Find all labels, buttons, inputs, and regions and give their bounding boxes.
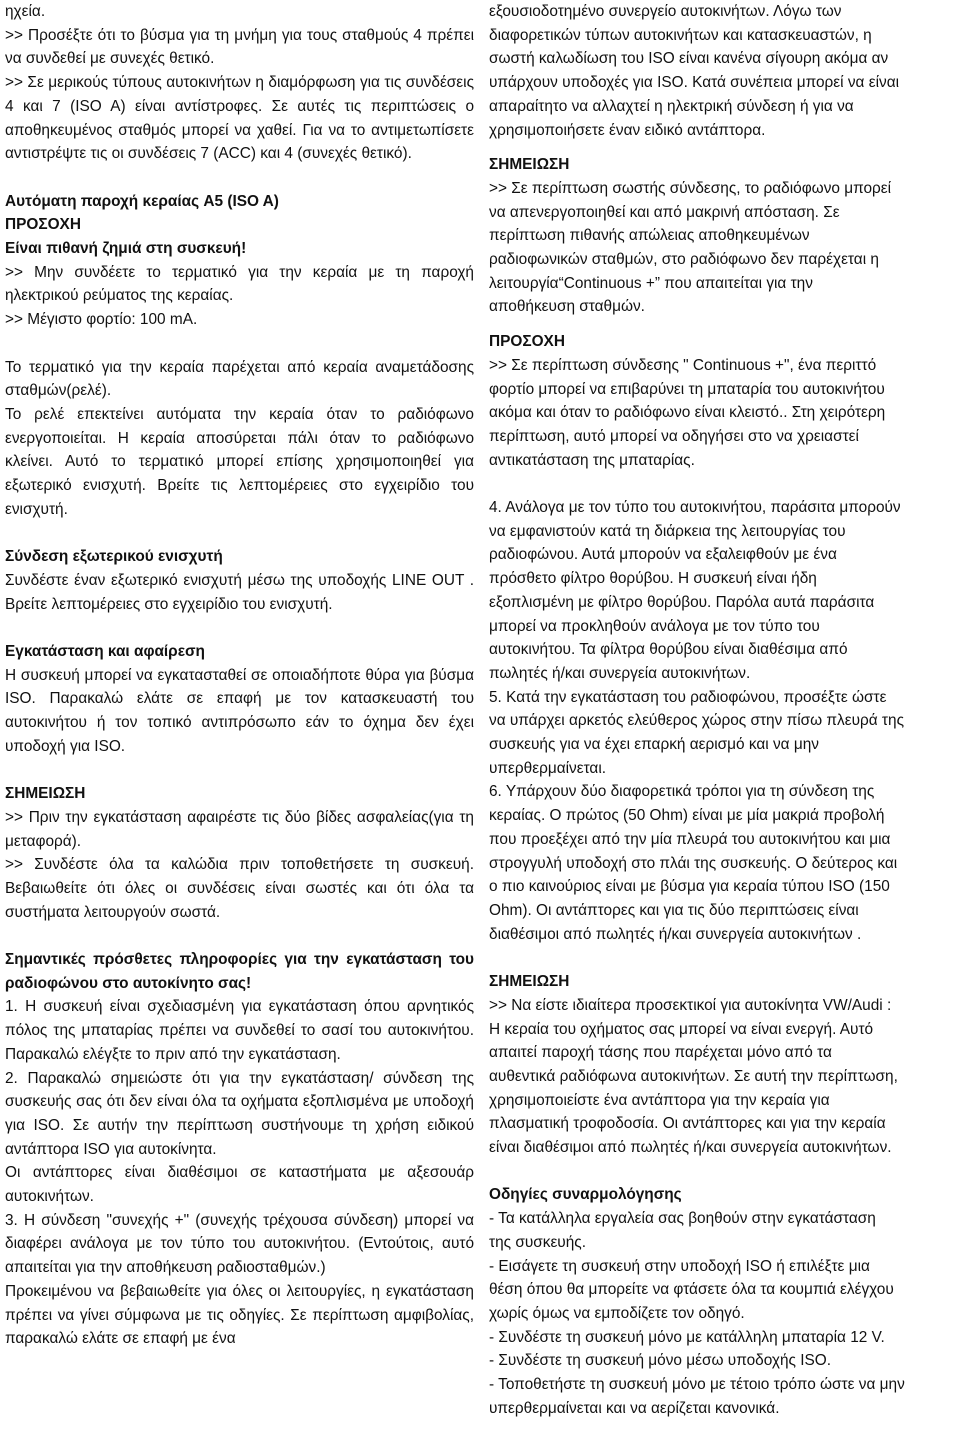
amplifier-text: Συνδέστε έναν εξωτερικό ενισχυτή μέσω της υποδοχής LINE OUT . Βρείτε λεπτομέρειες στο εγχειρίδιο του ενισχυτή. (5, 571, 474, 613)
note-continuous-text: >> Σε περίπτωση σωστής σύνδεσης, το ραδιόφωνο μπορεί να απενεργοποιηθεί και από μακρινή απόσταση. Σε περίπτωση πιθανής απώλειας αποθηκευμένων ραδιοφωνικών σταθμών, στο ραδιόφωνο δεν παρέχεται η λειτουργία“Continuous +” που απαιτείται για την αποθήκευση σταθμών. (489, 179, 892, 316)
left-continuation-text: ηχεία. (5, 3, 46, 20)
antenna-terminal-text: Το τερματικό για την κεραία παρέχεται από κεραία αναμετάδοσης σταθμών(ρελέ). (5, 358, 474, 400)
instructions-compliance-text: Προκειμένου να βεβαιωθείτε για όλες οι λειτουργίες, η εγκατάσταση πρέπει να γίνει σύμφωνα με τις οδηγίες. Σε περίπτωση αμφιβολίας, παρακαλώ ελάτε σε επαφή με ένα (5, 1282, 474, 1348)
installation-text: Η συσκευή μπορεί να εγκατασταθεί σε οποιαδήποτε θύρα για βύσμα ISO. Παρακαλώ ελάτε σε επαφή με τον κατασκευαστή του αυτοκινήτου ή τον τοπικό αντιπρόσωπο εάν το όχημα δεν έχει υποδοχή για ISO. (5, 666, 474, 755)
antenna-damage-warning: Είναι πιθανή ζημιά στη συσκευή! (5, 240, 247, 258)
antenna-max-load: >> Μέγιστο φορτίο: 100 mA. (5, 311, 198, 329)
caution-battery-text: >> Σε περίπτωση σύνδεσης " Continuous +", ένα περιττό φορτίο μπορεί να επιβαρύνει τη μπαταρία του αυτοκινήτου ακόμα και όταν το ραδιόφωνο είναι κλειστό.. Στη χειρότερη περίπτωση, αυτό μπορεί να οδηγήσει στο να χρειαστεί αντικατάσταση της μπαταρίας. (489, 356, 886, 469)
memory-plug-note: >> Προσέξτε ότι το βύσμα για τη μνήμη για τους σταθμούς 4 πρέπει να συνδεθεί με συνεχές θετικό. (5, 26, 474, 68)
left-column (5, 0, 474, 1351)
important-item-2: 2. Παρακαλώ σημειώστε ότι για την εγκατάσταση/ σύνδεση της συσκευής σας ότι δεν είναι όλα τα οχήματα εξοπλισμένα με υποδοχή για ISO. Σε αυτήν την περίπτωση συστήνουμε τη χρήση ειδικού αντάπτορα ISO για αυτοκίνητα. (5, 1069, 474, 1158)
note-cables-text: >> Συνδέστε όλα τα καλώδια πριν τοποθετήσετε τη συσκευή. Βεβαιωθείτε ότι όλες οι συνδέσεις είναι σωστές και ότι όλα τα συστήματα λειτουργούν σωστά. (5, 856, 474, 921)
important-item-1: 1. Η συσκευή είναι σχεδιασμένη για εγκατάσταση όπου αρνητικός πόλος της μπαταρίας πρέπει να συνδεθεί το σασί του αυτοκινήτου. Παρακαλώ ελέγξτε το πριν από την εγκατάσταση. (5, 998, 474, 1063)
note-label-right: ΣΗΜΕΙΩΣΗ (489, 156, 570, 174)
point-4-noise-filter: 4. Ανάλογα με τον τύπο του αυτοκινήτου, παράσιτα μπορούν να εμφανιστούν κατά τη διάρκεια της λειτουργίας του ραδιοφώνου. Αυτά μπορούν να εξαλειφθούν με ένα πρόσθετο φίλτρο θορύβου. Η συσκευή είναι ήδη εξοπλισμένη με φίλτρο θορύβου. Παρόλα αυτά παράσιτα μπορεί να προκληθούν ανάλογα με τον τύπο του αυτοκινήτου. Τα φίλτρα θορύβου είναι διαθέσιμα από πωλητές ή/και συνεργεία αυτοκινήτων. (489, 499, 901, 682)
installation-section-title: Εγκατάσταση και αφαίρεση (5, 642, 205, 660)
assembly-instructions-list: - Τα κατάλληλα εργαλεία σας βοηθούν στην εγκατάσταση της συσκευής. - Εισάγετε τη συσκευή στην υποδοχή ISO ή επιλέξτε μια θέση όπου θα μπορείτε να φτάσετε όλα τα κουμπιά ελέγχου χωρίς όμως να εμποδίζετε τον οδηγό. - Συνδέστε τη συσκευή μόνο με κατάλληλη μπαταρία 12 V. - Συνδέστε τη συσκευή μόνο μέσω υποδοχής ISO. - Τοποθετήστε τη συσκευή μόνο με τέτοιο τρόπο ώστε να μην υπερθερμαίνεται και να αερίζεται κανονικά. (489, 1210, 905, 1417)
iso-wiring-text: εξουσιοδοτημένο συνεργείο αυτοκινήτων. Λόγω των διαφορετικών τύπων αυτοκινήτων και κατασκευαστών, η σωστή καλωδίωση του ISO είναι κανένα σίγουρη ακόμα αν υπάρχουν υποδοχές για ISO. Κατά συνέπεια μπορεί να είναι απαραίτητο να αλλαχτεί η ηλεκτρική σύνδεση ή για να χρησιμοποιήσετε έναν ειδικό αντάπτορα. (489, 3, 900, 139)
right-column (489, 0, 959, 1420)
important-item-3: 3. Η σύνδεση "συνεχής +" (συνεχής τρέχουσα σύνδεση) μπορεί να διαφέρει ανάλογα με τον τύπο του αυτοκινήτου. (Εντούτοις, αυτό απαιτείται για την αποθήκευση ραδιοσταθμών.) (5, 1211, 474, 1277)
antenna-relay-text: Το ρελέ επεκτείνει αυτόματα την κεραία όταν το ραδιόφωνο ενεργοποιείται. Η κεραία αποσύρεται πάλι όταν το ραδιόφωνο κλείνει. Αυτό το τερματικό μπορεί επίσης χρησιμοποιηθεί για εξωτερικό ενισχυτή. Βρείτε τις λεπτομέρειες στο εγχειρίδιο του ενισχυτή. (5, 405, 474, 518)
point-5-ventilation: 5. Κατά την εγκατάσταση του ραδιοφώνου, προσέξτε ώστε να υπάρχει αρκετός ελεύθερος χώρος στην πίσω πλευρά της συσκευής για να έχει επαρκή αερισμό και να μην υπερθερμαίνεται. (489, 688, 904, 777)
note2-label: ΣΗΜΕΙΩΣΗ (489, 973, 570, 991)
adapters-availability-text: Οι αντάπτορες είναι διαθέσιμοι σε καταστήματα με αξεσουάρ αυτοκινήτων. (5, 1164, 474, 1206)
point-6-antenna-types: 6. Υπάρχουν δύο διαφορετικά τρόποι για τη σύνδεση της κεραίας. Ο πρώτος (50 Ohm) είναι με μία μακριά προβολή που προεξέχει από την μία πλευρά του αυτοκινήτου και μια στρογγυλή υποδοχή στο πλάι της συσκευής. Ο δεύτερος και ο πιο καινούριος είναι με βύσμα για κεραία τύπου ISO (150 Ohm). Οι αντάπτορες και για τις δύο περιπτώσεις είναι διαθέσιμοι από πωλητές ή/και συνεργεία αυτοκινήτων . (489, 783, 898, 943)
amplifier-section-title: Σύνδεση εξωτερικού ενισχυτή (5, 548, 223, 566)
note-vw-audi-text: >> Να είστε ιδιαίτερα προσεκτικοί για αυτοκίνητα VW/Audi : Η κεραία του οχήματος σας μπορεί να είναι ενεργή. Αυτό απαιτεί παροχή τάσης που παρέχεται μόνο από τα αυθεντικά ραδιόφωνα αυτοκινήτων. Σε αυτή την περίπτωση, χρησιμοποιείστε ένα αντάπτορα για την κεραία για πλασματική τροφοδοσία. Οι αντάπτορες και για την κεραία είναι διαθέσιμοι από πωλητές ή/και συνεργεία αυτοκινήτων. (489, 996, 898, 1157)
note-screws-text: >> Πριν την εγκατάσταση αφαιρέστε τις δύο βίδες ασφαλείας(για τη μεταφορά). (5, 808, 474, 850)
antenna-instruction: >> Μην συνδέετε το τερματικό για την κεραία με τη παροχή ηλεκτρικού ρεύματος της κεραίας. (5, 263, 474, 305)
reversed-connections-note: >> Σε μερικούς τύπους αυτοκινήτων η διαμόρφωση για τις συνδέσεις 4 και 7 (ISO A) είναι αντίστροφες. Σε αυτές τις περιπτώσεις ο αποθηκευμένος σταθμός μπορεί να χαθεί. Για να το αντιμετωπίσετε αντιστρέψτε τις οι συνδέσεις 7 (ACC) και 4 (συνεχές θετικό). (5, 74, 474, 163)
caution-label-right: ΠΡΟΣΟΧΗ (489, 333, 565, 351)
assembly-section-title: Οδηγίες συναρμολόγησης (489, 1186, 682, 1204)
important-info-title: Σημαντικές πρόσθετες πληροφορίες για την εγκατάσταση του ραδιοφώνου στο αυτοκίνητο σας! (5, 951, 474, 992)
antenna-caution-label: ΠΡΟΣΟΧΗ (5, 216, 81, 234)
note-label: ΣΗΜΕΙΩΣΗ (5, 785, 86, 803)
antenna-section-title: Αυτόματη παροχή κεραίας A5 (ISO A) (5, 192, 279, 210)
